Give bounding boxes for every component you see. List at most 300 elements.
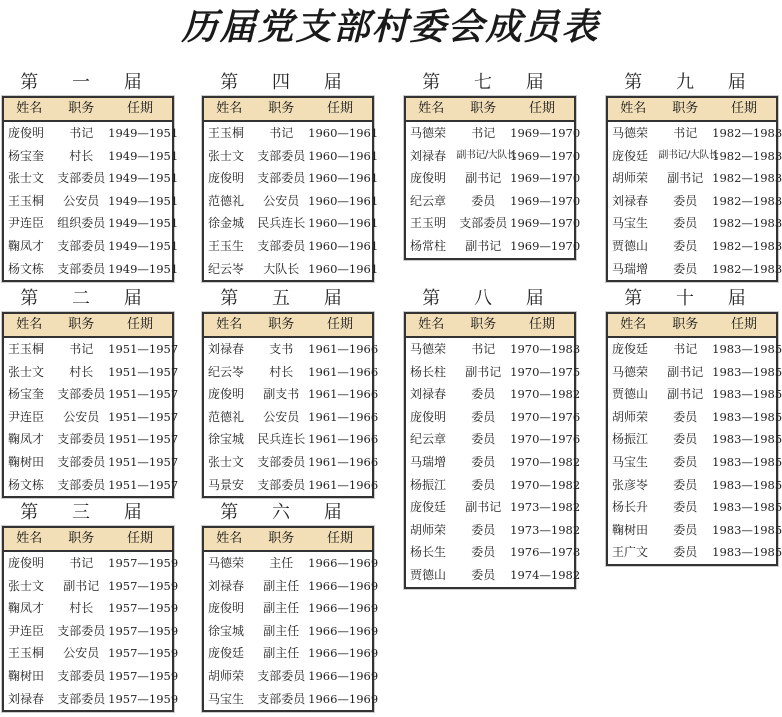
member-role: 委员 [471, 432, 496, 447]
member-term: 1951—1957 [108, 454, 179, 469]
table-row [4, 575, 179, 598]
table-row [204, 235, 379, 258]
header-term: 任期 [127, 531, 154, 546]
header-term: 任期 [731, 101, 758, 116]
member-name: 尹连臣 [8, 623, 45, 638]
member-role: 支部委员 [57, 261, 106, 276]
table-row [4, 235, 179, 258]
member-term: 1982—1983 [712, 171, 782, 186]
member-role: 书记 [69, 126, 94, 140]
member-term: 1982—1983 [712, 216, 782, 231]
table-row [608, 258, 782, 281]
table-row [608, 361, 782, 384]
member-role: 大队长 [263, 261, 300, 276]
member-term: 1982—1983 [712, 126, 782, 140]
member-role: 委员 [471, 193, 496, 208]
member-name: 马景安 [208, 477, 245, 492]
member-term: 1969—1970 [510, 238, 581, 253]
member-role: 副主任 [263, 578, 300, 593]
member-term: 1957—1959 [108, 623, 179, 638]
member-role: 委员 [673, 238, 698, 253]
member-role: 副主任 [263, 646, 300, 661]
table-row [608, 383, 782, 406]
member-term: 1961—1966 [308, 432, 379, 447]
member-role: 支部委员 [257, 454, 306, 469]
member-term: 1969—1970 [510, 193, 581, 208]
member-role: 副书记 [667, 171, 704, 186]
member-name: 范德礼 [208, 193, 245, 208]
member-role: 委员 [471, 545, 496, 560]
member-term: 1966—1969 [308, 691, 379, 706]
member-role: 副书记 [465, 364, 502, 379]
member-term: 1957—1959 [108, 691, 179, 706]
header-role: 职务 [68, 101, 95, 116]
member-name: 杨文栋 [8, 261, 45, 276]
members-table [404, 96, 581, 260]
member-name: 马宝生 [208, 691, 245, 706]
header-term: 任期 [127, 317, 154, 332]
member-name: 尹连臣 [8, 216, 45, 231]
header-name: 姓名 [620, 101, 647, 116]
member-term: 1983—1985 [712, 364, 782, 379]
header-name: 姓名 [216, 101, 243, 116]
table-row [204, 451, 379, 474]
member-term: 1951—1957 [108, 432, 179, 447]
member-role: 副主任 [263, 601, 300, 616]
table-header [204, 98, 372, 122]
member-name: 刘禄春 [410, 148, 447, 163]
member-name: 杨常柱 [410, 238, 447, 253]
member-term: 1982—1983 [712, 261, 782, 276]
member-term: 1960—1961 [308, 261, 379, 276]
table-header [4, 528, 172, 552]
member-name: 杨长柱 [410, 364, 447, 379]
members-table [404, 312, 581, 589]
members-table [2, 526, 179, 712]
member-term: 1983—1985 [712, 432, 782, 447]
header-term: 任期 [731, 317, 758, 332]
table-row [406, 428, 581, 451]
member-term: 1961—1966 [308, 454, 379, 469]
member-name: 王玉生 [208, 238, 245, 253]
member-name: 尹连臣 [8, 409, 45, 424]
member-term: 1976—1978 [510, 545, 581, 560]
header-name: 姓名 [620, 317, 647, 332]
member-name: 马德荣 [612, 364, 649, 379]
member-term: 1970—1982 [510, 477, 581, 492]
member-name: 马宝生 [612, 454, 649, 469]
table-row [406, 519, 581, 542]
table-row [204, 212, 379, 235]
member-term: 1966—1969 [308, 601, 379, 616]
member-name: 张士文 [208, 148, 245, 163]
table-row [4, 212, 179, 235]
member-term: 1983—1985 [712, 545, 782, 560]
member-role: 委员 [471, 454, 496, 469]
header-role: 职务 [268, 101, 295, 116]
member-term: 1951—1957 [108, 477, 179, 492]
table-row [204, 361, 379, 384]
member-name: 徐宝城 [208, 432, 245, 447]
member-role: 公安员 [63, 646, 100, 661]
member-role: 副书记 [465, 238, 502, 253]
member-term: 1951—1957 [108, 364, 179, 379]
table-row [204, 190, 379, 213]
member-term: 1960—1961 [308, 238, 379, 253]
member-name: 鞠树田 [8, 454, 45, 469]
table-row [608, 338, 782, 361]
member-role: 民兵连长 [257, 432, 306, 447]
member-name: 纪云章 [410, 193, 447, 208]
table-row [4, 406, 179, 429]
member-name: 杨振江 [410, 477, 447, 492]
table-header [204, 528, 372, 552]
member-name: 胡师荣 [612, 171, 649, 186]
member-term: 1949—1951 [108, 216, 179, 231]
member-name: 庞俊明 [208, 171, 245, 186]
member-term: 1973—1982 [510, 522, 581, 537]
table-row [4, 620, 179, 643]
member-term: 1957—1959 [108, 646, 179, 661]
member-role: 支部委员 [257, 691, 306, 706]
table-row [4, 552, 179, 575]
member-term: 1949—1951 [108, 193, 179, 208]
member-term: 1951—1957 [108, 409, 179, 424]
term-heading: 第 十 届 [624, 288, 760, 309]
table-row [608, 190, 782, 213]
header-role: 职务 [672, 101, 699, 116]
member-role: 支部委员 [57, 668, 106, 683]
table-row [406, 212, 581, 235]
member-role: 支部委员 [257, 668, 306, 683]
term-heading: 第 七 届 [422, 72, 558, 93]
term-group [202, 500, 379, 712]
table-row [4, 167, 179, 190]
member-name: 马瑞增 [612, 261, 649, 276]
table-row [4, 597, 179, 620]
table-header [4, 314, 172, 338]
member-name: 张彦岺 [612, 477, 649, 492]
member-term: 1970—1975 [510, 364, 581, 379]
member-name: 刘禄春 [208, 578, 245, 593]
table-row [4, 428, 179, 451]
members-table [2, 96, 179, 282]
member-term: 1961—1966 [308, 387, 379, 402]
member-term: 1966—1969 [308, 646, 379, 661]
table-row [204, 145, 379, 168]
member-role: 公安员 [263, 193, 300, 208]
member-role: 支部委员 [257, 148, 306, 163]
member-term: 1960—1961 [308, 171, 379, 186]
member-role: 书记 [673, 342, 698, 356]
table-row [204, 642, 379, 665]
member-role: 公安员 [63, 193, 100, 208]
member-term: 1982—1983 [712, 238, 782, 253]
term-group [404, 70, 581, 260]
member-term: 1960—1961 [308, 193, 379, 208]
table-row [4, 361, 179, 384]
member-term: 1983—1985 [712, 500, 782, 515]
table-row [608, 122, 782, 145]
table-header [608, 98, 776, 122]
member-name: 纪云岺 [208, 364, 245, 379]
member-name: 王玉桐 [208, 126, 245, 140]
members-table [202, 96, 379, 282]
member-term: 1969—1970 [510, 171, 581, 186]
member-term: 1970—1982 [510, 454, 581, 469]
table-row [406, 235, 581, 258]
member-role: 副书记 [63, 578, 100, 593]
member-term: 1961—1966 [308, 342, 379, 356]
member-role: 支部委员 [57, 387, 106, 402]
member-name: 纪云岺 [208, 261, 245, 276]
header-term: 任期 [529, 101, 556, 116]
header-term: 任期 [327, 317, 354, 332]
table-header [4, 98, 172, 122]
member-name: 刘禄春 [8, 691, 45, 706]
term-group [202, 70, 379, 282]
header-role: 职务 [672, 317, 699, 332]
member-name: 范德礼 [208, 409, 245, 424]
header-role: 职务 [68, 317, 95, 332]
table-row [204, 688, 379, 711]
member-name: 马瑞增 [410, 454, 447, 469]
member-role: 支部委员 [57, 432, 106, 447]
member-name: 张士文 [8, 578, 45, 593]
member-term: 1982—1983 [712, 193, 782, 208]
term-group [404, 286, 581, 589]
term-heading: 第 二 届 [20, 288, 156, 309]
term-group [606, 70, 782, 282]
member-name: 胡师荣 [612, 409, 649, 424]
member-name: 马德荣 [410, 342, 447, 356]
table-row [406, 145, 581, 168]
member-role: 副书记/大队长 [456, 149, 517, 161]
member-term: 1966—1969 [308, 556, 379, 570]
member-role: 支部委员 [57, 171, 106, 186]
table-row [204, 383, 379, 406]
table-row [608, 451, 782, 474]
member-term: 1969—1970 [510, 148, 581, 163]
table-row [204, 474, 379, 497]
header-role: 职务 [68, 531, 95, 546]
table-row [204, 167, 379, 190]
member-role: 支部委员 [257, 477, 306, 492]
member-role: 委员 [471, 522, 496, 537]
member-name: 鞠凤才 [8, 238, 45, 253]
member-role: 副书记 [667, 387, 704, 402]
table-row [608, 519, 782, 542]
term-group [202, 286, 379, 498]
member-role: 支部委员 [57, 477, 106, 492]
table-header [406, 314, 574, 338]
member-role: 委员 [673, 409, 698, 424]
header-name: 姓名 [418, 101, 445, 116]
member-term: 1983—1985 [712, 409, 782, 424]
member-role: 书记 [69, 342, 94, 356]
member-name: 庞俊廷 [612, 342, 649, 356]
table-row [204, 428, 379, 451]
member-name: 杨振江 [612, 432, 649, 447]
table-header [608, 314, 776, 338]
member-term: 1966—1969 [308, 623, 379, 638]
header-term: 任期 [327, 101, 354, 116]
header-term: 任期 [127, 101, 154, 116]
member-term: 1982—1983 [712, 148, 782, 163]
table-row [204, 597, 379, 620]
table-row [406, 406, 581, 429]
table-row [4, 338, 179, 361]
member-term: 1969—1970 [510, 216, 581, 231]
member-name: 庞俊廷 [208, 646, 245, 661]
member-name: 庞俊明 [8, 126, 45, 140]
member-role: 副支书 [263, 387, 300, 402]
member-term: 1970—1982 [510, 387, 581, 402]
table-row [204, 258, 379, 281]
member-name: 杨长升 [612, 500, 649, 515]
member-name: 贾德山 [612, 387, 649, 402]
table-row [4, 145, 179, 168]
member-term: 1960—1961 [308, 216, 379, 231]
term-group [2, 70, 179, 282]
member-term: 1957—1959 [108, 556, 179, 570]
member-role: 委员 [673, 500, 698, 515]
member-role: 支部委员 [257, 238, 306, 253]
table-row [4, 451, 179, 474]
member-role: 书记 [69, 556, 94, 570]
member-term: 1983—1985 [712, 477, 782, 492]
member-name: 徐金城 [208, 216, 245, 231]
member-name: 王玉明 [410, 216, 447, 231]
member-term: 1949—1951 [108, 238, 179, 253]
member-name: 胡师荣 [208, 668, 245, 683]
member-role: 支书 [269, 342, 294, 356]
page-title: 历届党支部村委会成员表 [181, 6, 600, 48]
member-role: 主任 [269, 556, 294, 570]
member-role: 书记 [471, 126, 496, 140]
table-row [608, 145, 782, 168]
term-heading: 第 九 届 [624, 72, 760, 93]
table-row [406, 474, 581, 497]
member-term: 1983—1985 [712, 387, 782, 402]
table-row [204, 122, 379, 145]
table-row [406, 496, 581, 519]
table-row [4, 122, 179, 145]
member-role: 委员 [673, 545, 698, 560]
header-name: 姓名 [216, 317, 243, 332]
member-name: 刘禄春 [612, 193, 649, 208]
member-name: 张士文 [8, 364, 45, 379]
member-name: 鞠树田 [8, 668, 45, 683]
header-term: 任期 [529, 317, 556, 332]
table-row [608, 212, 782, 235]
member-role: 委员 [673, 477, 698, 492]
term-group [2, 500, 179, 712]
members-table [202, 312, 379, 498]
member-role: 委员 [673, 261, 698, 276]
member-name: 庞俊廷 [410, 500, 447, 515]
member-name: 胡师荣 [410, 522, 447, 537]
header-name: 姓名 [16, 531, 43, 546]
member-role: 书记 [673, 126, 698, 140]
members-table [202, 526, 379, 712]
table-row [4, 258, 179, 281]
member-role: 村长 [69, 148, 94, 163]
table-row [406, 451, 581, 474]
member-name: 徐宝城 [208, 623, 245, 638]
member-term: 1960—1961 [308, 148, 379, 163]
member-role: 村长 [269, 364, 294, 379]
term-heading: 第 四 届 [220, 72, 356, 93]
member-name: 庞俊明 [410, 171, 447, 186]
member-name: 王玉桐 [8, 193, 45, 208]
member-role: 副书记 [667, 364, 704, 379]
member-role: 副书记 [465, 171, 502, 186]
member-name: 鞠树田 [612, 522, 649, 537]
member-term: 1949—1951 [108, 261, 179, 276]
member-name: 庞俊明 [8, 556, 45, 570]
member-role: 委员 [673, 216, 698, 231]
member-name: 马宝生 [612, 216, 649, 231]
table-row [204, 406, 379, 429]
header-role: 职务 [470, 317, 497, 332]
member-term: 1966—1969 [308, 578, 379, 593]
table-row [4, 688, 179, 711]
member-term: 1961—1966 [308, 477, 379, 492]
member-term: 1957—1959 [108, 668, 179, 683]
member-role: 副书记 [465, 500, 502, 515]
member-name: 杨宝奎 [8, 148, 45, 163]
member-role: 副书记/大队长 [658, 149, 719, 161]
member-name: 庞俊廷 [612, 148, 649, 163]
header-role: 职务 [470, 101, 497, 116]
member-role: 支部委员 [459, 216, 508, 231]
header-name: 姓名 [418, 317, 445, 332]
member-term: 1973—1982 [510, 500, 581, 515]
member-role: 支部委员 [57, 623, 106, 638]
member-term: 1966—1969 [308, 668, 379, 683]
member-term: 1949—1951 [108, 126, 179, 140]
member-role: 副主任 [263, 623, 300, 638]
table-header [406, 98, 574, 122]
member-name: 杨长生 [410, 545, 447, 560]
member-term: 1949—1951 [108, 148, 179, 163]
table-row [608, 474, 782, 497]
member-role: 书记 [471, 342, 496, 356]
member-term: 1970—1983 [510, 342, 581, 356]
header-role: 职务 [268, 317, 295, 332]
table-row [4, 665, 179, 688]
member-role: 委员 [673, 522, 698, 537]
term-heading: 第 五 届 [220, 288, 356, 309]
table-row [4, 190, 179, 213]
members-table [2, 312, 179, 498]
table-row [204, 620, 379, 643]
member-term: 1983—1985 [712, 522, 782, 537]
member-term: 1961—1966 [308, 364, 379, 379]
member-role: 公安员 [63, 409, 100, 424]
table-row [406, 338, 581, 361]
member-name: 张士文 [8, 171, 45, 186]
member-role: 村长 [69, 601, 94, 616]
member-role: 委员 [471, 567, 496, 582]
table-row [406, 541, 581, 564]
header-name: 姓名 [16, 317, 43, 332]
member-name: 马德荣 [208, 556, 245, 570]
member-name: 鞠凤才 [8, 432, 45, 447]
member-name: 刘禄春 [410, 387, 447, 402]
table-header [204, 314, 372, 338]
